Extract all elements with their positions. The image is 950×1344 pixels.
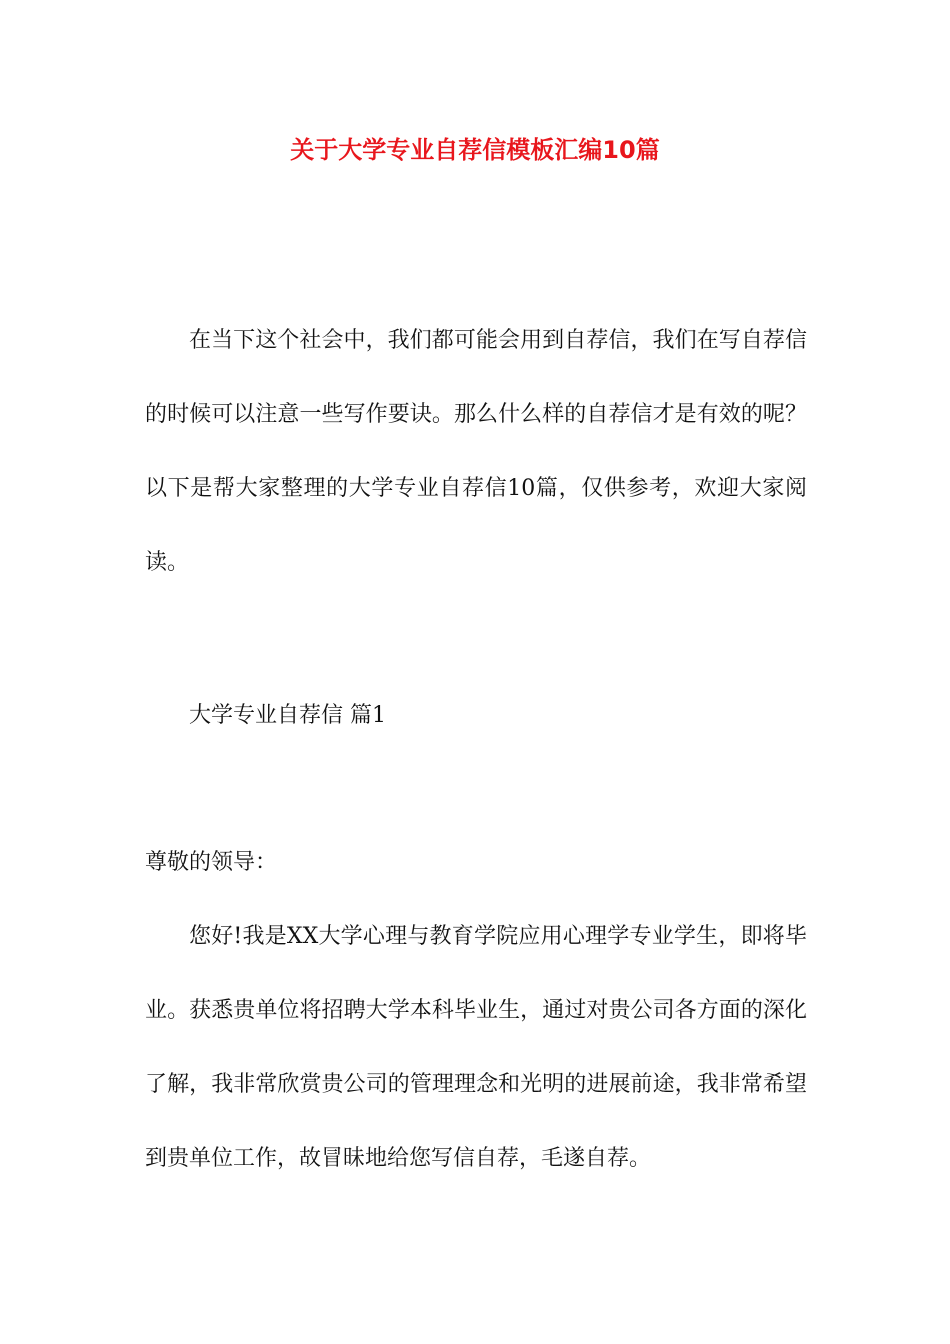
document-title: 关于大学专业自荐信模板汇编10篇 [290,136,660,164]
section-heading: 大学专业自荐信 篇1 [189,703,386,728]
intro-paragraph: 在当下这个社会中，我们都可能会用到自荐信，我们在写自荐信的时候可以注意一些写作要诀。那么什么样的自荐信才是有效的呢？以下是帮大家整理的大学专业自荐信10篇，仅供参考，欢迎大家阅读。 [145,328,807,575]
letter-greeting: 尊敬的领导： [145,850,278,875]
letter-paragraph: 您好!我是XX大学心理与教育学院应用心理学专业学生，即将毕业。获悉贵单位将招聘大学本科毕业生，通过对贵公司各方面的深化了解，我非常欣赏贵公司的管理理念和光明的进展前途，我非常希望到贵单位工作，故冒昧地给您写信自荐，毛遂自荐。 [145,924,807,1171]
